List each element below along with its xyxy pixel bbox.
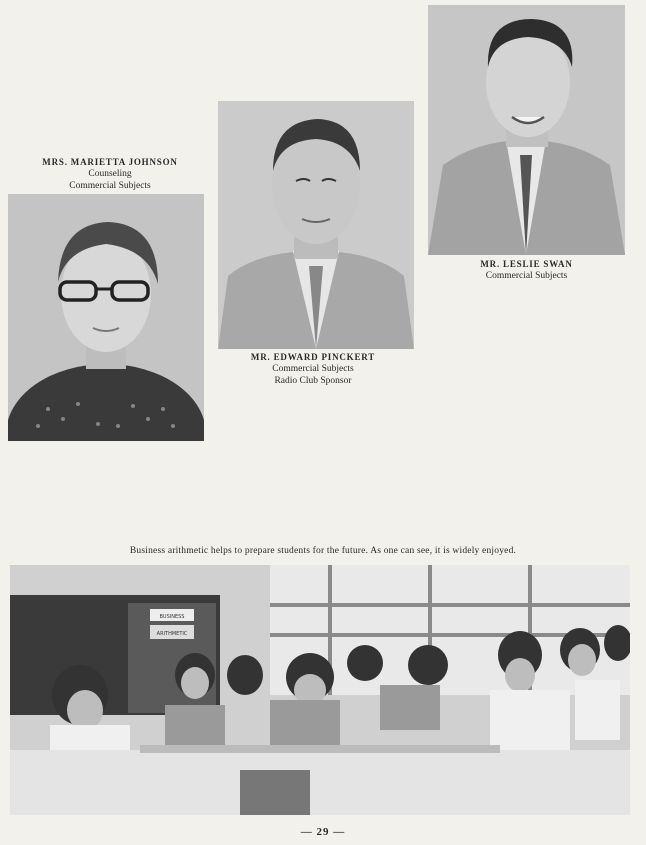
pinckert-name: MR. EDWARD PINCKERT [250,352,376,362]
johnson-role-2: Commercial Subjects [69,181,151,191]
johnson-name: MRS. MARIETTA JOHNSON [42,157,178,167]
classroom-photo [10,565,630,815]
page-number: — 29 — [300,826,346,838]
pinckert-role-1: Commercial Subjects [272,364,354,374]
johnson-portrait [8,194,204,441]
johnson-caption [20,156,200,192]
pinckert-portrait [218,101,414,349]
classroom-caption: Business arithmetic helps to prepare students for the future. As one can see, it is widely enjoyed. [129,546,517,556]
board-sign-mid: ARITHMETIC [156,631,188,637]
swan-name: MR. LESLIE SWAN [480,259,573,269]
pinckert-caption [218,351,408,387]
swan-role-1: Commercial Subjects [485,271,568,281]
board-sign-top: BUSINESS [159,614,185,620]
johnson-role-1: Counseling [88,169,132,179]
swan-portrait [428,5,625,255]
pinckert-role-2: Radio Club Sponsor [274,376,352,386]
swan-caption [428,258,625,282]
